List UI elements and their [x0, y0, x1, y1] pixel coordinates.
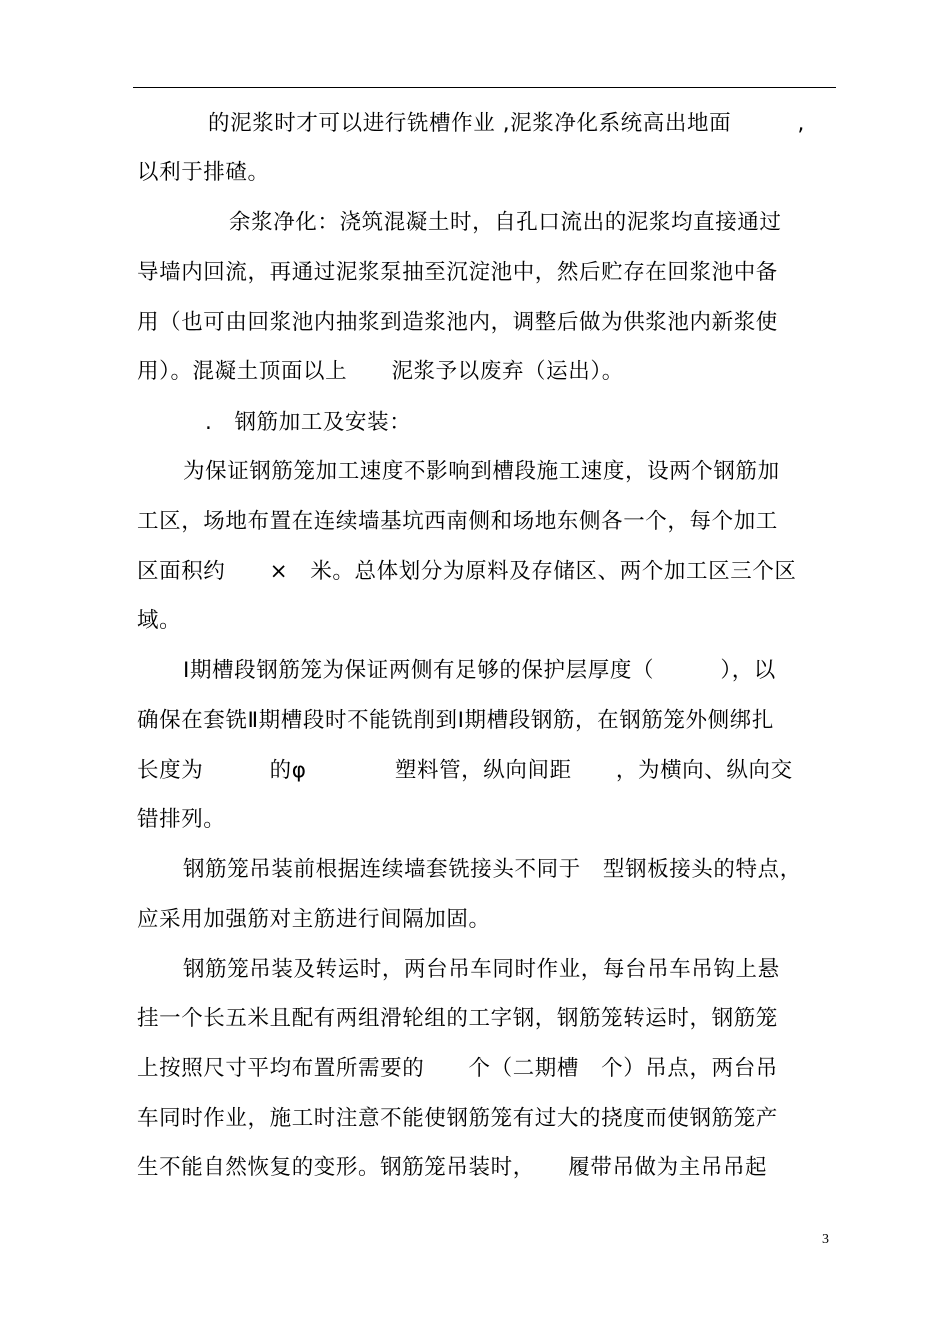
paragraph-line: 余浆净化：浇筑混凝土时，自孔口流出的泥浆均直接通过 — [229, 210, 782, 235]
header-rule — [133, 87, 836, 88]
paragraph-line: 钢筋笼吊装及转运时，两台吊车同时作业，每台吊车吊钩上悬 — [183, 957, 780, 982]
paragraph-line: 钢筋笼吊装前根据连续墙套铣接头不同于 型钢板接头的特点， — [183, 857, 802, 882]
paragraph-line: 导墙内回流，再通过泥浆泵抽至沉淀池中，然后贮存在回浆池中备 — [137, 260, 778, 285]
paragraph-line: 的泥浆时才可以进行铣槽作业 ,泥浆净化系统高出地面 , — [208, 111, 805, 136]
paragraph-line: 上按照尺寸平均布置所需要的 个（二期槽 个）吊点，两台吊 — [137, 1056, 778, 1081]
paragraph-line: 为保证钢筋笼加工速度不影响到槽段施工速度，设两个钢筋加 — [183, 459, 780, 484]
page-number: 3 — [822, 1232, 829, 1247]
paragraph-line: 域。 — [137, 608, 182, 633]
paragraph-line: 车同时作业，施工时注意不能使钢筋笼有过大的挠度而使钢筋笼产 — [137, 1106, 778, 1131]
paragraph-line: 错排列。 — [137, 807, 226, 832]
paragraph-line: 工区，场地布置在连续墙基坑西南侧和场地东侧各一个，每个加工 — [137, 509, 778, 534]
paragraph-line: 确保在套铣Ⅱ期槽段时不能铣削到Ⅰ期槽段钢筋，在钢筋笼外侧绑扎 — [137, 708, 774, 733]
section-heading: . 钢筋加工及安装： — [205, 410, 412, 435]
paragraph-line: 长度为 的φ 塑料管，纵向间距 ，为横向、纵向交 — [137, 758, 793, 783]
paragraph-line: 用（也可由回浆池内抽浆到造浆池内，调整后做为供浆池内新浆使 — [137, 310, 778, 335]
paragraph-line: 用）。混凝土顶面以上 泥浆予以废弃（运出）。 — [137, 359, 624, 384]
paragraph-line: 区面积约 × 米。总体划分为原料及存储区、两个加工区三个区 — [137, 559, 797, 584]
paragraph-line: Ⅰ期槽段钢筋笼为保证两侧有足够的保护层厚度（ ），以 — [183, 658, 776, 683]
paragraph-line: 以利于排碴。 — [137, 160, 270, 185]
paragraph-line: 生不能自然恢复的变形。钢筋笼吊装时， 履带吊做为主吊吊起 — [137, 1155, 768, 1180]
paragraph-line: 挂一个长五米且配有两组滑轮组的工字钢，钢筋笼转运时，钢筋笼 — [137, 1006, 778, 1031]
paragraph-line: 应采用加强筋对主筋进行间隔加固。 — [137, 907, 491, 932]
